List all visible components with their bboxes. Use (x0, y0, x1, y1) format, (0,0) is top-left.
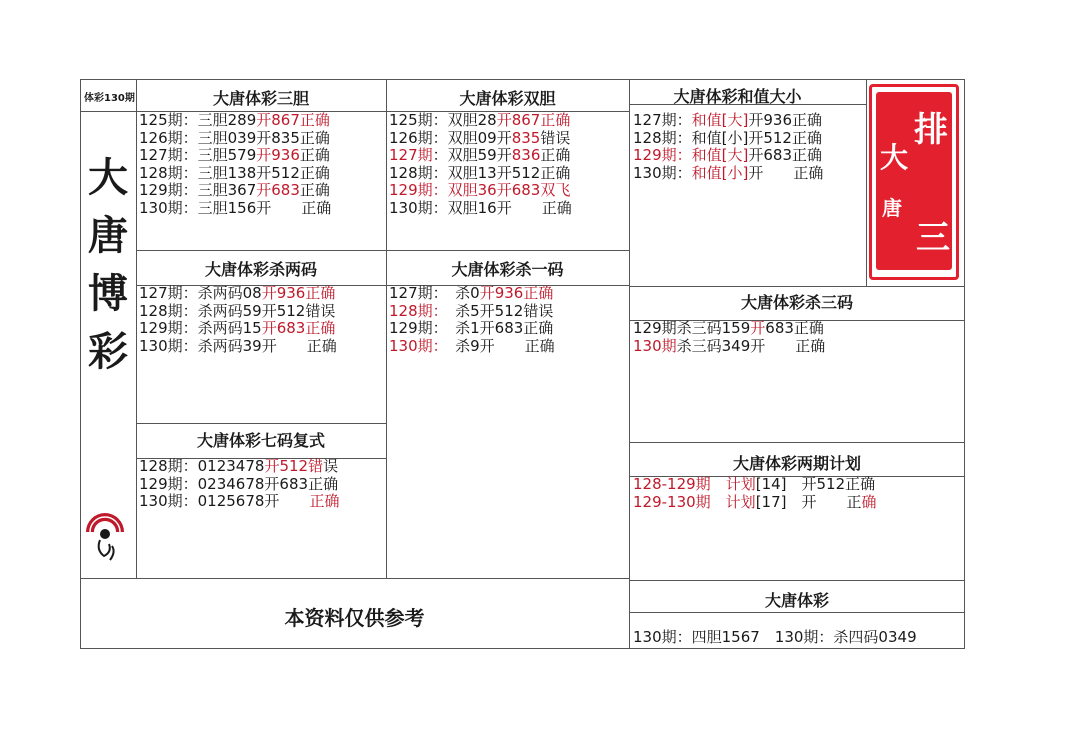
record-text: 开867正确 (496, 111, 571, 129)
record-text: 129期：杀两码15 (139, 319, 262, 337)
record-text: [14] 开512正确 (755, 475, 876, 493)
record-text: 130期：杀两码39开 正确 (139, 336, 337, 355)
record-line (389, 200, 572, 218)
record-text: 127期： (633, 111, 692, 129)
record-line (139, 303, 337, 321)
record-line (633, 165, 823, 183)
record-text: ：双胆59开 (432, 146, 512, 164)
record-text: 开936 (256, 146, 300, 164)
section-title: 大唐体彩七码复式 (196, 431, 325, 450)
record-text: 开683 (256, 181, 300, 199)
record-line (139, 112, 331, 130)
record-text: 129期：0234678开683正确 (139, 474, 339, 493)
record-line (139, 320, 337, 338)
divider (629, 580, 965, 581)
section-body (633, 320, 825, 355)
record-text: 835 (511, 128, 541, 147)
record-line (389, 147, 572, 165)
record-text: 开512错 (264, 457, 324, 475)
stamp-char: 排 (914, 110, 948, 150)
record-line (633, 494, 877, 512)
record-text: 128期：和值[小]开512正确 (633, 128, 822, 147)
record-line (139, 458, 339, 476)
side-title-char: 博 (88, 271, 128, 317)
section-body (633, 476, 877, 511)
section-title: 大唐体彩三胆 (212, 89, 309, 108)
divider (80, 578, 629, 579)
record-text: 129期： (633, 146, 692, 164)
record-line (389, 182, 572, 200)
record-text: 130期：0125678开 (139, 492, 310, 510)
record-line (633, 476, 877, 494)
divider (866, 79, 867, 286)
record-line (139, 285, 337, 303)
record-text: 130期： (389, 336, 441, 355)
record-text: 开683正确 (261, 319, 336, 337)
divider (136, 423, 386, 424)
record-line (633, 130, 823, 148)
record-line (389, 320, 555, 338)
record-text: 129-130期 计划 (633, 492, 756, 511)
record-line (389, 130, 572, 148)
divider (629, 612, 965, 613)
section-title: 大唐体彩杀三码 (740, 293, 853, 312)
record-text: 126期：三胆039开835正确 (139, 128, 330, 147)
record-text: 128期：杀两码59开512错误 (139, 301, 336, 320)
record-text: 128期： (389, 301, 441, 320)
record-text: 683正确 (765, 319, 824, 337)
record-text: 正确 (299, 181, 330, 199)
record-text: 杀5开512错误 (440, 301, 554, 320)
record-line (139, 147, 331, 165)
section-body (389, 285, 555, 355)
record-line (139, 200, 331, 218)
record-line (389, 285, 555, 303)
record-text: 开683正确 (748, 146, 822, 164)
record-text: 129期杀三码159 (633, 319, 751, 337)
record-text: 127期： 杀0 (389, 284, 480, 302)
record-line (139, 476, 339, 494)
record-text: 计划 (725, 475, 756, 493)
record-line (139, 182, 331, 200)
section-title: 大唐体彩和值大小 (673, 87, 802, 106)
record-text: 和值[大] (691, 111, 749, 129)
record-text: 129期：三胆367 (139, 181, 257, 199)
record-text: 130期：三胆156开 正确 (139, 198, 332, 217)
record-text: 130期 (633, 336, 677, 355)
fan-logo-icon (82, 500, 128, 564)
record-line (139, 130, 331, 148)
record-line (633, 320, 825, 338)
section-body (139, 112, 331, 217)
record-line (633, 338, 825, 356)
seal-stamp (876, 92, 952, 270)
record-text: 129期： 杀1开683正确 (389, 319, 554, 337)
record-text: 128期：0123478 (139, 457, 265, 475)
divider (386, 79, 387, 579)
stamp-char: 唐 (882, 196, 902, 220)
divider (136, 79, 137, 579)
record-text: 127期：三胆579 (139, 146, 257, 164)
record-line (139, 338, 337, 356)
issue-label: 体彩130期 (84, 93, 135, 104)
record-text: 125期：三胆289 (139, 111, 257, 129)
record-line (389, 112, 572, 130)
record-text: 确 (861, 492, 877, 511)
record-text: 128期：双胆13开512正确 (389, 163, 571, 182)
record-line (633, 147, 823, 165)
record-line (389, 165, 572, 183)
record-text: 正确 (309, 492, 340, 510)
record-text: 129期：双胆36开683双飞 (389, 181, 571, 199)
section-title: 大唐体彩 (764, 591, 829, 610)
record-text: 正确 (299, 146, 330, 164)
record-text (711, 475, 726, 493)
record-text: 127期：杀两码08 (139, 284, 262, 302)
record-text: 130期： (633, 163, 692, 182)
record-text: 和值[大] (691, 146, 749, 164)
record-line (633, 112, 823, 130)
record-line (389, 338, 555, 356)
divider (629, 79, 630, 649)
record-line (139, 165, 331, 183)
record-text: 开936正确 (748, 111, 822, 129)
record-text: 126期：双胆09开 (389, 128, 512, 147)
record-text: 开 正确 (748, 163, 824, 182)
side-title-char: 彩 (88, 329, 128, 375)
section-title: 大唐体彩双胆 (459, 89, 556, 108)
section-body (389, 112, 572, 217)
record-text: 和值[小] (691, 163, 749, 182)
record-text: 127期 (389, 146, 433, 164)
divider (629, 286, 965, 287)
stamp-char: 三 (916, 218, 950, 258)
record-text: 125期：双胆28 (389, 111, 497, 129)
side-title-char: 唐 (88, 213, 128, 259)
record-text: 开867正确 (256, 111, 330, 129)
record-text: 128期：三胆138开512正确 (139, 163, 330, 182)
record-line (139, 493, 339, 511)
section-body (139, 285, 337, 355)
record-line (389, 303, 555, 321)
record-text: 开936正确 (479, 284, 554, 302)
divider (136, 250, 629, 251)
record-text: 130期：双胆16开 正确 (389, 198, 572, 217)
summary-line: 130期：四胆1567 130期：杀四码0349 (633, 628, 917, 646)
stamp-char: 大 (880, 141, 909, 174)
record-text: 836 (511, 146, 541, 164)
record-text: [17] 开 正 (755, 492, 862, 511)
section-body (633, 112, 823, 182)
record-text: 杀9开 正确 (440, 336, 555, 355)
side-title-char: 大 (88, 155, 128, 201)
section-title: 大唐体彩杀一码 (451, 260, 564, 279)
record-text: 杀三码349开 正确 (676, 336, 826, 355)
record-text: 正确 (540, 146, 571, 164)
record-text: 128-129期 (633, 475, 711, 493)
record-text: 开 (750, 319, 766, 337)
record-text: 错误 (540, 128, 571, 147)
section-title: 大唐体彩两期计划 (732, 454, 861, 473)
section-title: 大唐体彩杀两码 (204, 260, 317, 279)
section-body (139, 458, 339, 511)
record-text: 误 (323, 457, 339, 475)
divider (629, 442, 965, 443)
record-text: 开936正确 (261, 284, 336, 302)
disclaimer: 本资料仅供参考 (284, 606, 425, 630)
